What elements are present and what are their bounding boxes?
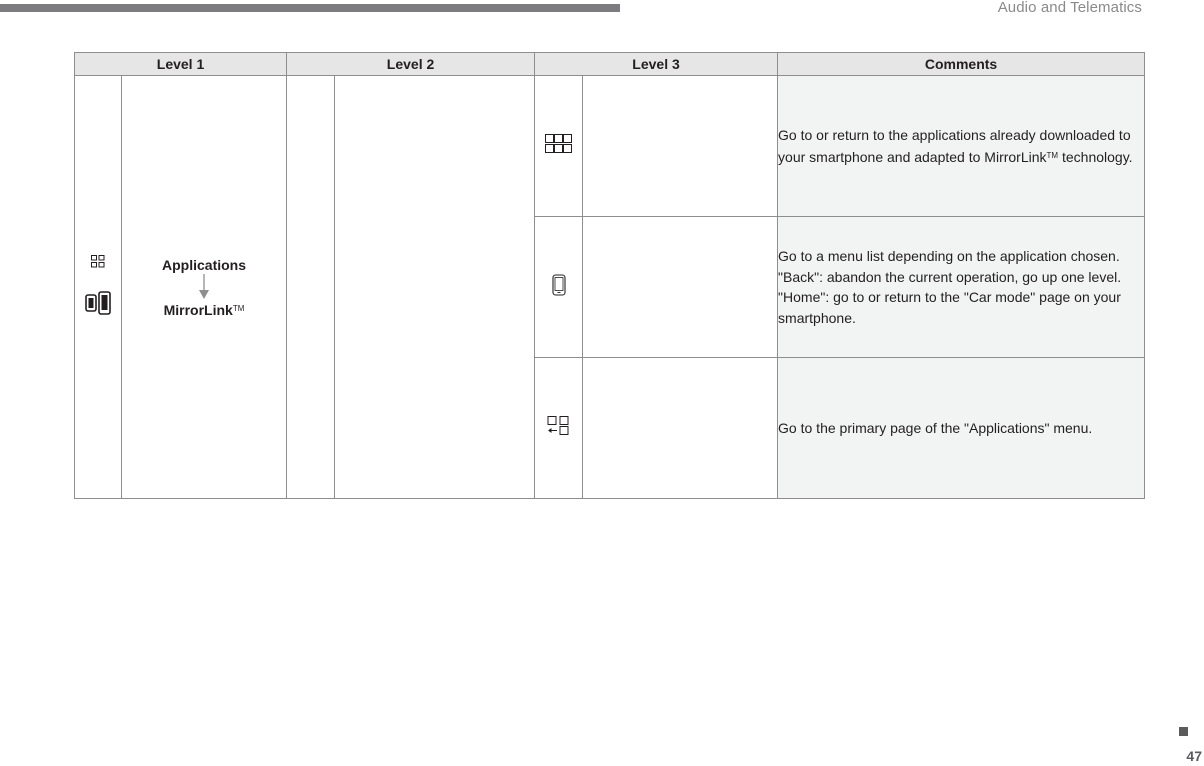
level1-subtitle: MirrorLink™ xyxy=(163,301,245,318)
level1-label-cell xyxy=(122,76,287,499)
arrow-down-icon xyxy=(198,274,210,300)
level3-label-cell xyxy=(583,76,778,217)
column-header-level-2: Level 2 xyxy=(287,53,535,76)
comment-cell: Go to a menu list depending on the application chosen. "Back": abandon the current operation, go up one level. "Home": go to or return to the "Car mode" page on your smartphone. xyxy=(778,217,1145,358)
apps-grid-icon xyxy=(545,141,573,158)
level2-label-cell xyxy=(335,76,535,499)
level1-icon-cell xyxy=(75,76,122,499)
menu-table xyxy=(74,52,1145,499)
section-title: Audio and Telematics xyxy=(997,0,1142,16)
column-header-comments: Comments xyxy=(778,53,1145,76)
trademark-mark: TM xyxy=(232,303,245,313)
smartphone-icon xyxy=(552,283,566,300)
level3-label-cell xyxy=(583,358,778,499)
primary-page-icon xyxy=(547,423,571,440)
level1-title: Applications xyxy=(162,256,247,273)
page-number: 47 xyxy=(1186,748,1202,764)
level3-icon-cell xyxy=(535,358,583,499)
mirrorlink-phones-icon xyxy=(85,291,111,320)
level3-icon-cell xyxy=(535,217,583,358)
comment-cell: Go to the primary page of the "Applications" menu. xyxy=(778,358,1145,499)
level3-label-cell xyxy=(583,217,778,358)
table-header-row xyxy=(75,53,1145,76)
level3-icon-cell xyxy=(535,76,583,217)
header-bar xyxy=(0,4,620,12)
applications-grid-icon xyxy=(91,255,105,273)
column-header-level-1: Level 1 xyxy=(75,53,287,76)
table-row xyxy=(75,76,1145,217)
trademark-mark: TM xyxy=(1046,150,1059,160)
column-header-level-3: Level 3 xyxy=(535,53,778,76)
comment-cell: Go to or return to the applications already downloaded to your smartphone and adapted to MirrorLink™ technology. xyxy=(778,76,1145,217)
page-marker-icon xyxy=(1179,727,1188,736)
level2-icon-cell xyxy=(287,76,335,499)
